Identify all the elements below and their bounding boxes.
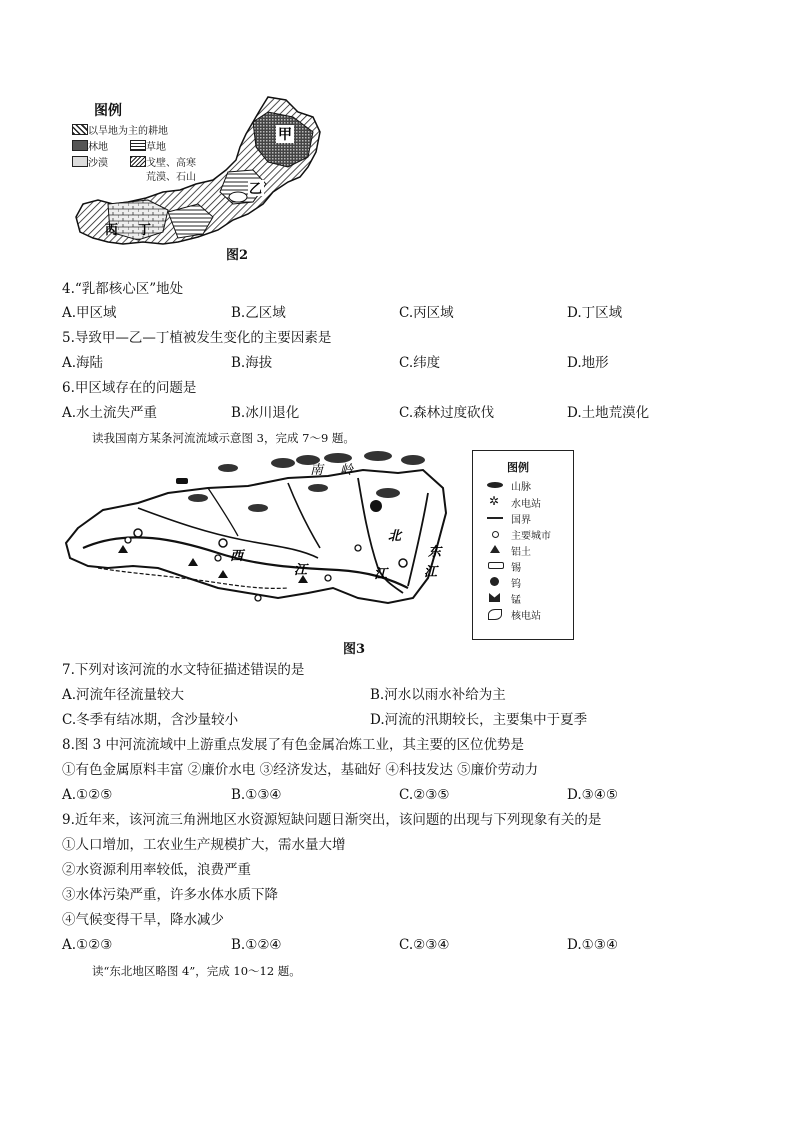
fig2-caption: 图2 bbox=[226, 248, 249, 263]
q6-option-a: A.水土流失严重 bbox=[62, 405, 158, 421]
tungsten-icon bbox=[490, 577, 499, 586]
legend-bauxite: 铝土 bbox=[511, 547, 531, 558]
q8-stem: 8.图 3 中河流流域中上游重点发展了有色金属冶炼工业，其主要的区位优势是 bbox=[62, 737, 525, 753]
intro-10-12: 读“东北地区略图 4”，完成 10～12 题。 bbox=[92, 964, 301, 978]
fig3-caption: 图3 bbox=[343, 642, 366, 657]
figure-3-map bbox=[58, 448, 458, 638]
map-label-jiang-1: 江 bbox=[294, 563, 308, 578]
q8-conditions: ①有色金属原料丰富 ②廉价水电 ③经济发达，基础好 ④科技发达 ⑤廉价劳动力 bbox=[62, 762, 539, 778]
q4-option-d: D.丁区域 bbox=[567, 305, 623, 321]
map-label-dong: 东 bbox=[428, 545, 442, 560]
intro-7-9: 读我国南方某条河流流域示意图 3，完成 7～9 题。 bbox=[92, 431, 355, 445]
q7-option-d: D.河流的汛期较长，主要集中于夏季 bbox=[370, 712, 588, 728]
nuclear-plant-icon bbox=[488, 609, 502, 620]
legend-swatch-gobi bbox=[130, 156, 146, 167]
q7-option-a: A.河流年径流量较大 bbox=[62, 687, 185, 703]
legend-forest: 林地 bbox=[88, 142, 108, 153]
q8-option-c: C.②③⑤ bbox=[399, 787, 450, 803]
tin-icon bbox=[488, 562, 504, 569]
q4-option-b: B.乙区域 bbox=[231, 305, 286, 321]
bauxite-icon bbox=[490, 545, 500, 553]
map-label-xi: 西 bbox=[230, 549, 244, 564]
q8-option-d: D.③④⑤ bbox=[567, 787, 618, 803]
map-label-jiang-3: 江 bbox=[424, 565, 438, 580]
legend-border: 国界 bbox=[511, 515, 531, 526]
legend-tungsten: 钨 bbox=[511, 579, 521, 590]
map-label-jiang-2: 江 bbox=[374, 567, 388, 582]
legend-gobi: 戈壁、高寒 bbox=[146, 158, 196, 169]
map-label-ling: 岭 bbox=[340, 463, 354, 478]
q9-stem: 9.近年来，该河流三角洲地区水资源短缺问题日渐突出，该问题的出现与下列现象有关的是 bbox=[62, 812, 602, 828]
q6-option-d: D.土地荒漠化 bbox=[567, 405, 650, 421]
figure-2 bbox=[68, 92, 328, 267]
fig3-legend bbox=[472, 450, 574, 640]
legend-hydropower: 水电站 bbox=[511, 499, 541, 510]
region-label-yi: 乙 bbox=[249, 182, 263, 197]
q8-option-a: A.①②⑤ bbox=[62, 787, 113, 803]
q9-item-3: ③水体污染严重，许多水体水质下降 bbox=[62, 887, 278, 903]
map-label-bei: 北 bbox=[388, 529, 402, 544]
q5-option-b: B.海拔 bbox=[231, 355, 273, 371]
q9-item-2: ②水资源利用率较低，浪费严重 bbox=[62, 862, 251, 878]
q7-stem: 7.下列对该河流的水文特征描述错误的是 bbox=[62, 662, 305, 678]
legend-gobi-2: 荒漠、石山 bbox=[146, 172, 196, 183]
q7-option-b: B.河水以雨水补给为主 bbox=[370, 687, 506, 703]
q6-option-c: C.森林过度砍伐 bbox=[399, 405, 495, 421]
hydropower-icon: ✲ bbox=[489, 494, 500, 508]
region-label-ding: 丁 bbox=[138, 223, 152, 238]
q6-option-b: B.冰川退化 bbox=[231, 405, 300, 421]
legend-swatch-cropland bbox=[72, 124, 88, 135]
legend-swatch-grassland bbox=[130, 140, 146, 151]
legend-grassland: 草地 bbox=[146, 142, 166, 153]
q4-option-c: C.丙区域 bbox=[399, 305, 454, 321]
q9-option-d: D.①③④ bbox=[567, 937, 618, 953]
legend-manganese: 锰 bbox=[511, 595, 521, 606]
legend-cropland: 以旱地为主的耕地 bbox=[88, 126, 168, 137]
q9-option-c: C.②③④ bbox=[399, 937, 450, 953]
q8-option-b: B.①③④ bbox=[231, 787, 282, 803]
q6-stem: 6.甲区域存在的问题是 bbox=[62, 380, 197, 396]
q7-option-c: C.冬季有结冰期，含沙量较小 bbox=[62, 712, 239, 728]
q9-item-1: ①人口增加，工农业生产规模扩大，需水量大增 bbox=[62, 837, 346, 853]
q5-option-d: D.地形 bbox=[567, 355, 609, 371]
legend-desert: 沙漠 bbox=[88, 158, 108, 169]
q9-option-b: B.①②④ bbox=[231, 937, 282, 953]
q9-option-a: A.①②③ bbox=[62, 937, 113, 953]
border-icon bbox=[487, 517, 503, 519]
legend-swatch-forest bbox=[72, 140, 88, 151]
map-label-nan: 南 bbox=[310, 463, 324, 478]
legend-tin: 锡 bbox=[511, 563, 521, 574]
legend-mountain: 山脉 bbox=[511, 482, 531, 493]
q9-item-4: ④气候变得干旱，降水减少 bbox=[62, 912, 224, 928]
legend-nuclear: 核电站 bbox=[511, 611, 541, 622]
region-label-bing: 丙 bbox=[105, 223, 119, 238]
city-icon bbox=[492, 531, 499, 538]
legend-city: 主要城市 bbox=[511, 531, 551, 542]
mountain-icon bbox=[487, 482, 503, 488]
q5-option-a: A.海陆 bbox=[62, 355, 104, 371]
manganese-icon bbox=[489, 593, 500, 602]
legend-swatch-desert bbox=[72, 156, 88, 167]
q4-stem: 4.“乳都核心区”地处 bbox=[62, 281, 184, 297]
q5-option-c: C.纬度 bbox=[399, 355, 441, 371]
q5-stem: 5.导致甲—乙—丁植被发生变化的主要因素是 bbox=[62, 330, 332, 346]
q4-option-a: A.甲区域 bbox=[62, 305, 117, 321]
fig3-legend-title: 图例 bbox=[507, 461, 529, 474]
fig2-legend-title: 图例 bbox=[94, 103, 122, 119]
region-label-jia: 甲 bbox=[278, 127, 292, 143]
